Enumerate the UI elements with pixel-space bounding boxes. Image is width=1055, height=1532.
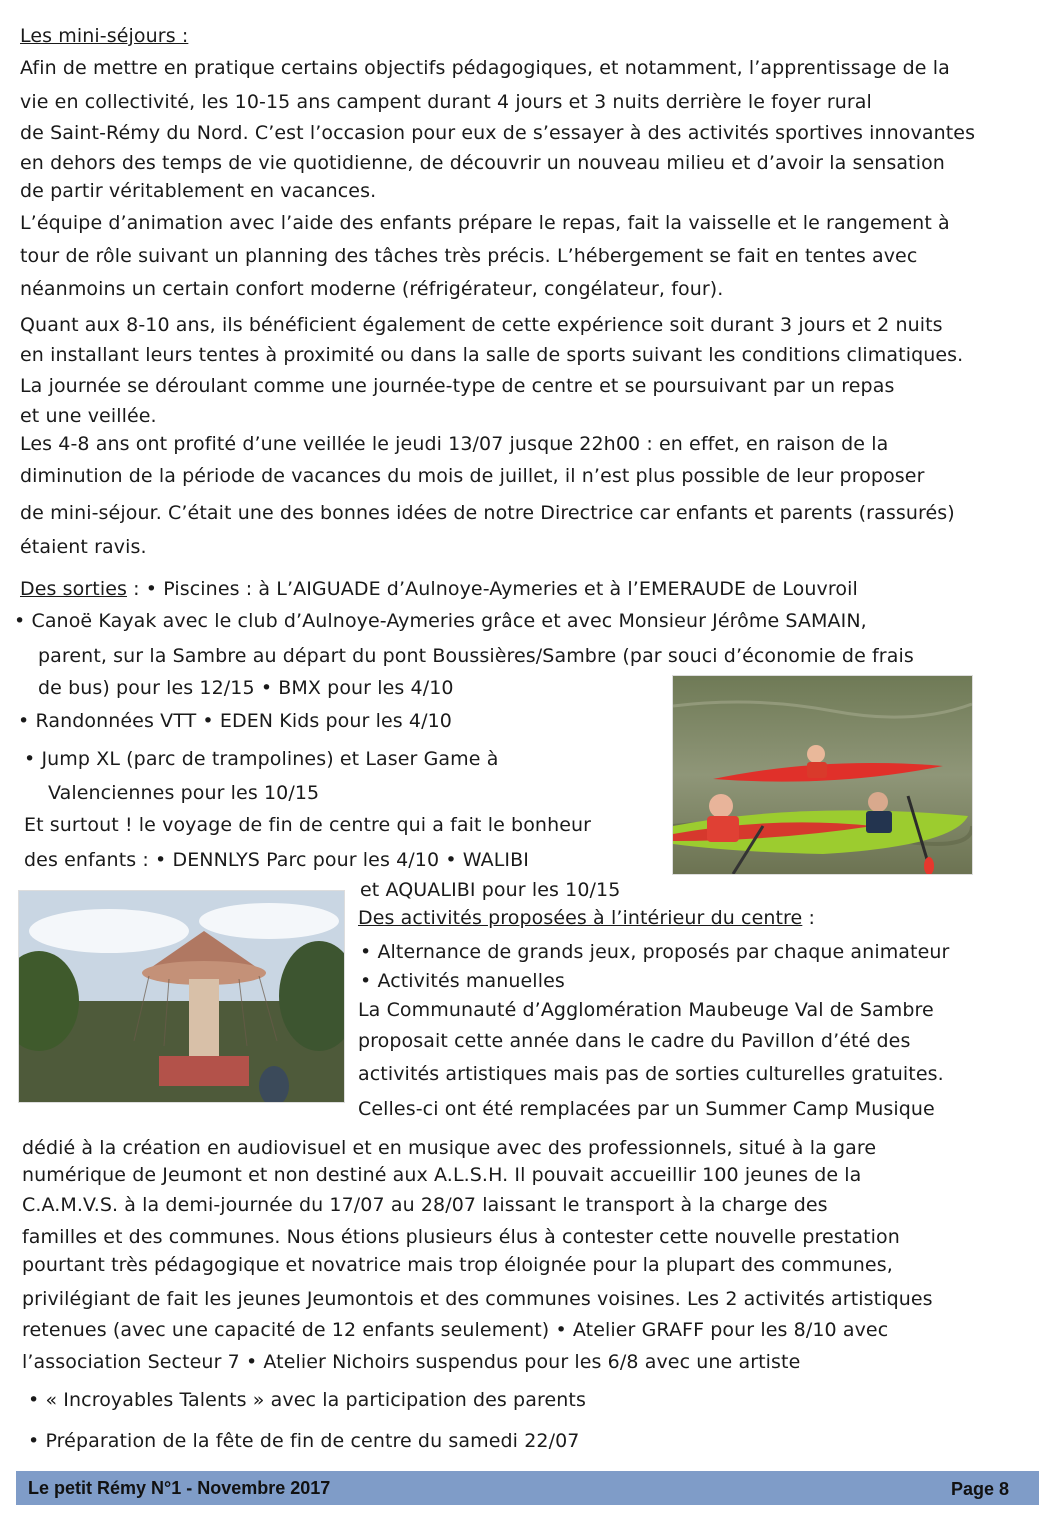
sorties-heading: Des sorties [20, 578, 128, 600]
sorties-line: • Jump XL (parc de trampolines) et Laser Game à [24, 748, 499, 770]
paragraph-line: Afin de mettre en pratique certains objectifs pédagogiques, et notamment, l’apprentissage de la [20, 57, 950, 79]
activites-line: • Alternance de grands jeux, proposés par chaque animateur [360, 941, 950, 963]
activites-line: Celles-ci ont été remplacées par un Summer Camp Musique [358, 1098, 935, 1120]
activites-line: • Préparation de la fête de fin de centre du samedi 22/07 [28, 1430, 580, 1452]
footer-publication: Le petit Rémy N°1 - Novembre 2017 [28, 1478, 331, 1498]
paragraph-line: de partir véritablement en vacances. [20, 180, 377, 202]
activites-line: • « Incroyables Talents » avec la participation des parents [28, 1389, 586, 1411]
activites-heading-line [358, 906, 815, 930]
mini-sejours-heading: Les mini-séjours : [20, 25, 189, 47]
kayak-photo [672, 675, 973, 875]
carousel-photo [18, 890, 345, 1103]
paragraph-line: Quant aux 8-10 ans, ils bénéficient également de cette expérience soit durant 3 jours et 2 nuits [20, 314, 943, 336]
activites-line: numérique de Jeumont et non destiné aux A.L.S.H. Il pouvait accueillir 100 jeunes de la [22, 1164, 862, 1186]
sorties-line: • Canoë Kayak avec le club d’Aulnoye-Aymeries grâce et avec Monsieur Jérôme SAMAIN, [14, 610, 867, 632]
sorties-line: Valenciennes pour les 10/15 [48, 782, 320, 804]
sorties-line: parent, sur la Sambre au départ du pont Boussières/Sambre (par souci d’économie de frais [38, 645, 914, 667]
paragraph-line: Les 4-8 ans ont profité d’une veillée le jeudi 13/07 jusque 22h00 : en effet, en raison de la [20, 433, 889, 455]
activites-line: • Activités manuelles [360, 970, 565, 992]
paragraph-line: diminution de la période de vacances du mois de juillet, il n’est plus possible de leur proposer [20, 465, 925, 487]
activites-heading: Des activités proposées à l’intérieur du centre [358, 907, 803, 929]
paragraph-line: en installant leurs tentes à proximité ou dans la salle de sports suivant les conditions climatiques. [20, 344, 964, 366]
paragraph-line: en dehors des temps de vie quotidienne, de découvrir un nouveau milieu et d’avoir la sensation [20, 152, 945, 174]
paragraph-line: La journée se déroulant comme une journée-type de centre et se poursuivant par un repas [20, 375, 895, 397]
sorties-line: et AQUALIBI pour les 10/15 [360, 879, 621, 901]
activites-line: l’association Secteur 7 • Atelier Nichoirs suspendus pour les 6/8 avec une artiste [22, 1351, 801, 1373]
activites-line: La Communauté d’Agglomération Maubeuge Val de Sambre [358, 999, 934, 1021]
sorties-line: des enfants : • DENNLYS Parc pour les 4/10 • WALIBI [24, 849, 529, 871]
activites-line: retenues (avec une capacité de 12 enfants seulement) • Atelier GRAFF pour les 8/10 avec [22, 1319, 889, 1341]
sorties-piscines: : • Piscines : à L’AIGUADE d’Aulnoye-Aymeries et à l’EMERAUDE de Louvroil [127, 578, 858, 600]
footer-bar [16, 1471, 1039, 1505]
sorties-line: • Randonnées VTT • EDEN Kids pour les 4/10 [18, 710, 452, 732]
paragraph-line: de mini-séjour. C’était une des bonnes idées de notre Directrice car enfants et parents (rassurés) [20, 502, 955, 524]
activites-line: dédié à la création en audiovisuel et en musique avec des professionnels, situé à la gare [22, 1137, 877, 1159]
sorties-first-line [20, 577, 858, 601]
activites-line: activités artistiques mais pas de sorties culturelles gratuites. [358, 1063, 944, 1085]
paragraph-line: et une veillée. [20, 405, 157, 427]
paragraph-line: tour de rôle suivant un planning des tâches très précis. L’hébergement se fait en tentes avec [20, 245, 918, 267]
activites-line: privilégiant de fait les jeunes Jeumontois et des communes voisines. Les 2 activités artistiques [22, 1288, 933, 1310]
sorties-line: de bus) pour les 12/15 • BMX pour les 4/10 [38, 677, 454, 699]
paragraph-line: L’équipe d’animation avec l’aide des enfants prépare le repas, fait la vaisselle et le rangement à [20, 212, 950, 234]
activites-line: C.A.M.V.S. à la demi-journée du 17/07 au 28/07 laissant le transport à la charge des [22, 1194, 828, 1216]
paragraph-line: vie en collectivité, les 10-15 ans campent durant 4 jours et 3 nuits derrière le foyer rural [20, 91, 872, 113]
activites-line: pourtant très pédagogique et novatrice mais trop éloignée pour la plupart des communes, [22, 1254, 893, 1276]
footer-page-number: Page 8 [950, 1479, 1009, 1499]
paragraph-line: néanmoins un certain confort moderne (réfrigérateur, congélateur, four). [20, 278, 724, 300]
activites-line: proposait cette année dans le cadre du Pavillon d’été des [358, 1030, 911, 1052]
paragraph-line: étaient ravis. [20, 536, 147, 558]
sorties-line: Et surtout ! le voyage de fin de centre qui a fait le bonheur [24, 814, 592, 836]
paragraph-line: de Saint-Rémy du Nord. C’est l’occasion pour eux de s’essayer à des activités sportives innovantes [20, 122, 976, 144]
activites-heading-colon: : [802, 907, 815, 929]
activites-line: familles et des communes. Nous étions plusieurs élus à contester cette nouvelle prestation [22, 1226, 900, 1248]
